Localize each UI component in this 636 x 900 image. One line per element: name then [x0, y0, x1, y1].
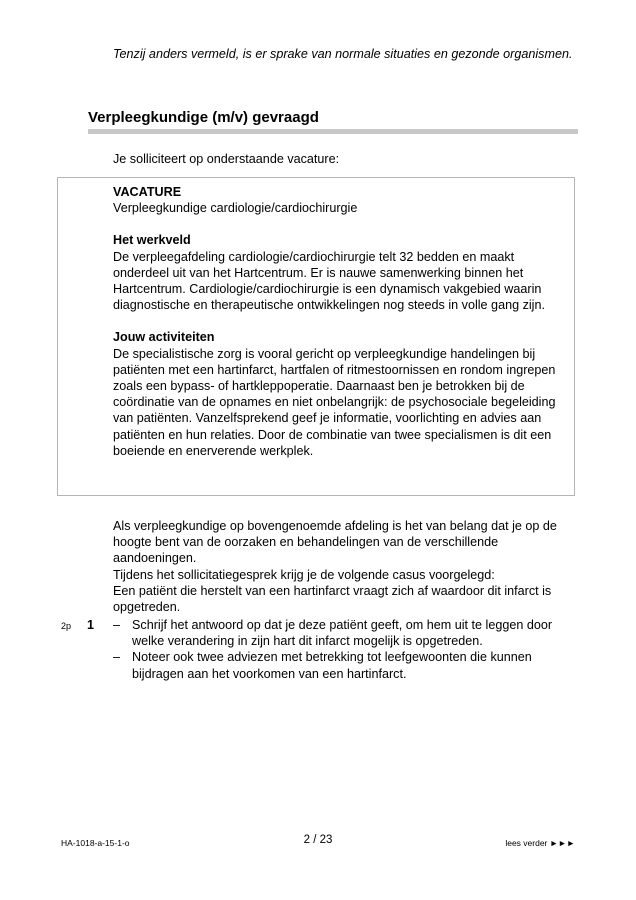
- werkveld-heading: Het werkveld: [113, 233, 191, 248]
- question-number: 1: [87, 618, 95, 632]
- question-score: 2p: [61, 621, 72, 631]
- activiteiten-heading: Jouw activiteiten: [113, 330, 215, 345]
- case-paragraph-3: Een patiënt die herstelt van een hartinfarct vraagt zich af waardoor dit infarct is opgetreden.: [113, 583, 552, 615]
- exam-code: HA-1018-a-15-1-o: [61, 838, 130, 848]
- vacancy-content: [113, 184, 568, 459]
- lead-text: Je solliciteert op onderstaande vacature:: [113, 152, 340, 166]
- vacancy-box: [57, 177, 575, 496]
- question-list: [113, 617, 573, 682]
- instruction-note: Tenzij anders vermeld, is er sprake van normale situaties en gezonde organismen.: [113, 47, 573, 61]
- continue-label: lees verder ►►►: [505, 838, 575, 848]
- page-number: 2 / 23: [303, 834, 333, 846]
- section-title: Verpleegkundige (m/v) gevraagd: [88, 109, 319, 126]
- question-item-text: Noteer ook twee adviezen met betrekking tot leefgewoonten die kunnen bijdragen aan het voorkomen van een hartinfarct.: [132, 650, 532, 681]
- vacancy-subtitle: Verpleegkundige cardiologie/cardiochirurgie: [113, 201, 358, 216]
- dash-bullet: –: [113, 618, 121, 632]
- case-paragraph-1: Als verpleegkundige op bovengenoemde afdeling is het van belang dat je op de hoogte bent van de oorzaken en behandelingen van de verschillende aandoeningen.: [113, 519, 557, 566]
- werkveld-text: De verpleegafdeling cardiologie/cardiochirurgie telt 32 bedden en maakt onderdeel uit van het Hartcentrum. Er is nauwe samenwerking binnen het Hartcentrum. Cardiologie/cardiochirurgie is een dynamisch vakgebied waarin diagnostische en therapeutische ontwikkelingen nog steeds in volle gang zijn.: [113, 249, 545, 313]
- vacancy-heading: VACATURE: [113, 185, 182, 199]
- case-description: [113, 518, 573, 615]
- question-item: [113, 649, 573, 681]
- question-item: [113, 617, 573, 649]
- section-divider: [88, 129, 578, 134]
- activiteiten-text: De specialistische zorg is vooral gericht op verpleegkundige handelingen bij patiënten met een hartinfarct, hartfalen of ritmestoornissen en rondom ingrepen zoals een bypass- of hartkleppoperatie. Daarnaast ben je betrokken bij de coördinatie van de opnames en niet onbelangrijk: de psychosociale begeleiding van patiënten. Vanzelfsprekend geef je informatie, voorlichting en advies aan patiënten en hun relaties. Door de combinatie van twee specialismen is dit een boeiende en enerverende werkplek.: [113, 346, 556, 458]
- question-item-text: Schrijf het antwoord op dat je deze patiënt geeft, om hem uit te leggen door welke verandering in zijn hart dit infarct mogelijk is opgetreden.: [132, 618, 553, 649]
- case-paragraph-2: Tijdens het sollicitatiegesprek krijg je de volgende casus voorgelegd:: [113, 567, 495, 582]
- dash-bullet: –: [113, 650, 121, 665]
